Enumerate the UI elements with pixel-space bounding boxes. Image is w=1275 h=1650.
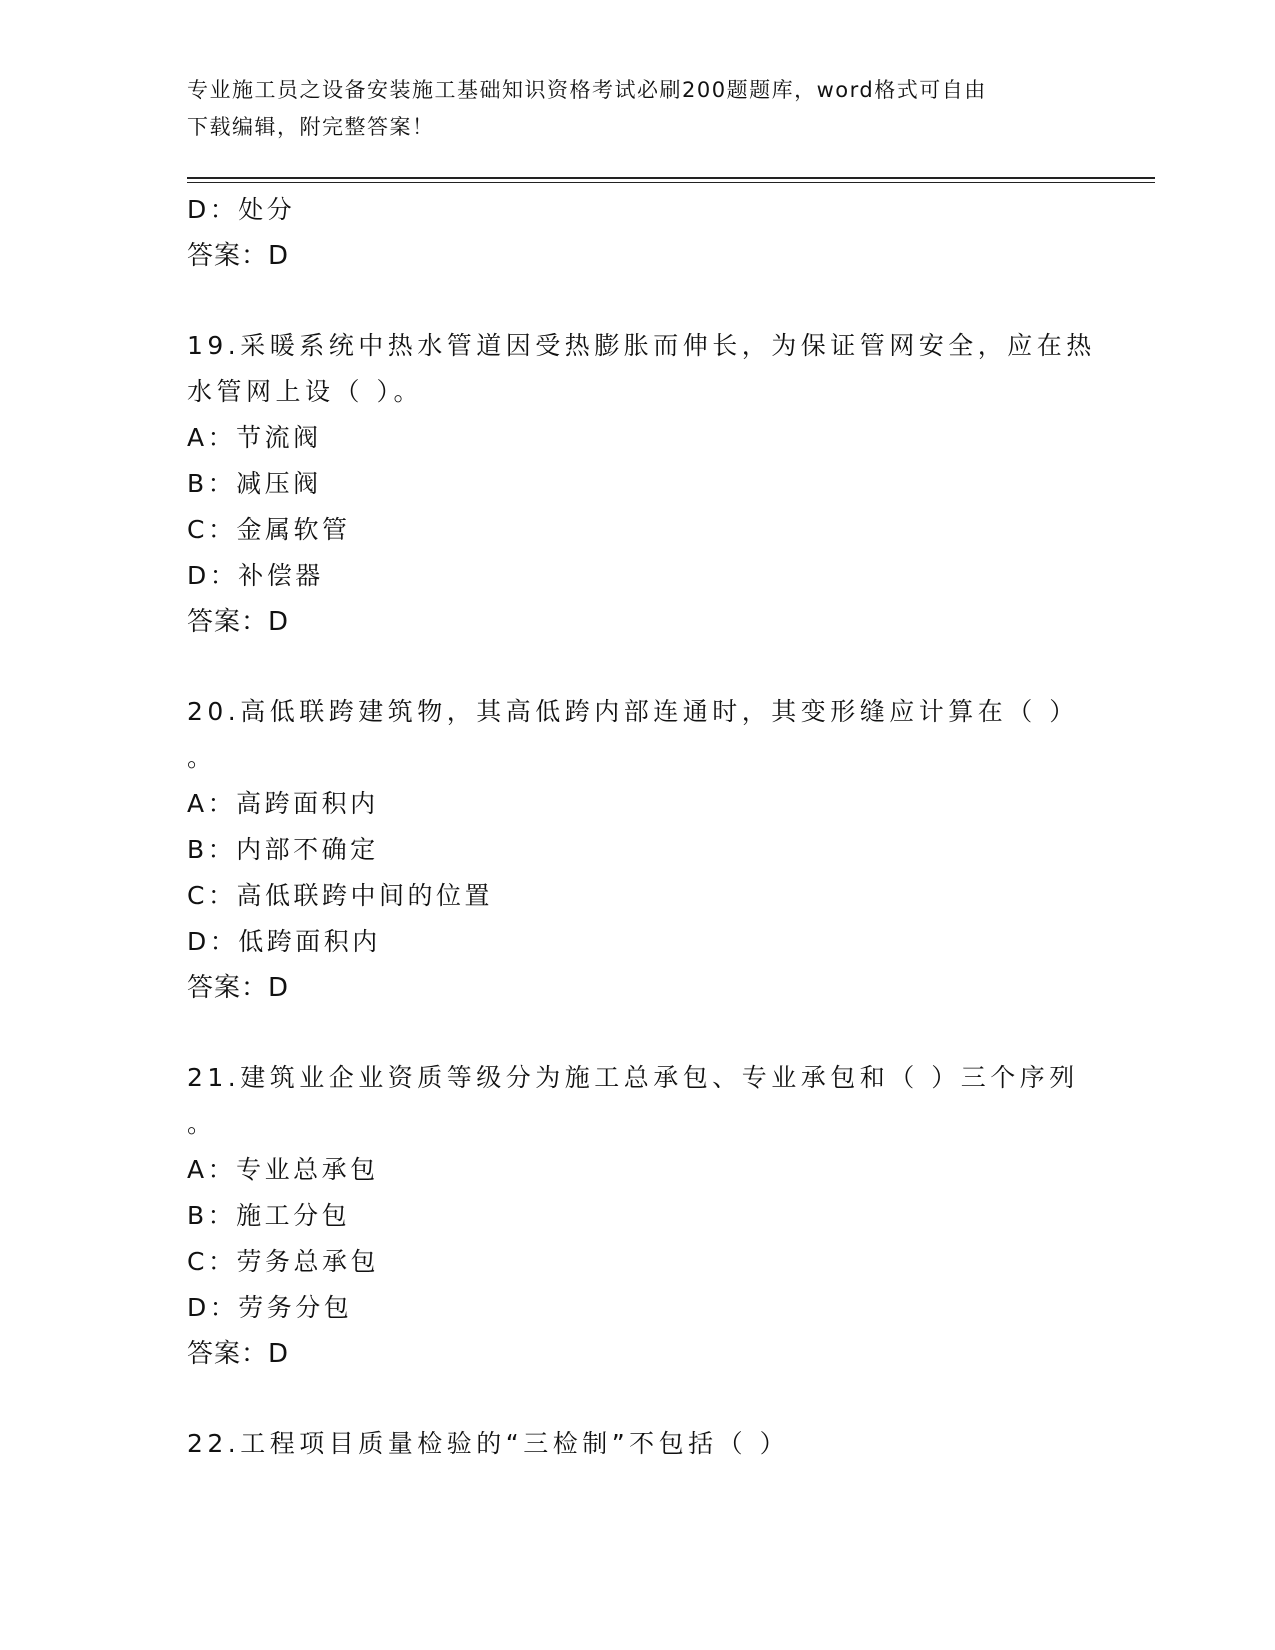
question-text: 21.建筑业企业资质等级分为施工总承包、专业承包和（ ）三个序列 — [187, 1063, 1079, 1092]
option-a: A：节流阀 — [187, 423, 322, 452]
document-body — [187, 187, 1096, 1467]
option-c: C：高低联跨中间的位置 — [187, 881, 493, 910]
question-text: 22.工程项目质量检验的“三检制”不包括（ ） — [187, 1429, 790, 1458]
question-text-cont: 水管网上设（ ）。 — [187, 377, 423, 406]
option-d: D：低跨面积内 — [187, 927, 381, 956]
answer-line: 答案：D — [187, 241, 290, 271]
option-c: C：金属软管 — [187, 515, 351, 544]
question-22 — [187, 1421, 1087, 1467]
header-line-1: 专业施工员之设备安装施工基础知识资格考试必刷200题题库，word格式可自由 — [187, 78, 987, 102]
answer-line: 答案：D — [187, 1339, 290, 1369]
option-d: D：处分 — [187, 195, 296, 224]
option-b: B：减压阀 — [187, 469, 322, 498]
question-text-cont: 。 — [187, 1109, 217, 1138]
option-a: A：高跨面积内 — [187, 789, 379, 818]
spacer — [187, 645, 1087, 689]
spacer — [187, 1377, 1087, 1421]
option-a: A：专业总承包 — [187, 1155, 379, 1184]
option-c: C：劳务总承包 — [187, 1247, 379, 1276]
spacer — [187, 279, 1087, 323]
previous-question-tail — [187, 187, 1087, 279]
option-d: D：补偿器 — [187, 561, 324, 590]
question-20 — [187, 689, 1087, 1011]
header-divider-thin — [187, 182, 1155, 183]
option-b: B：内部不确定 — [187, 835, 379, 864]
question-text: 20.高低联跨建筑物，其高低跨内部连通时，其变形缝应计算在（ ） — [187, 697, 1079, 726]
answer-line: 答案：D — [187, 607, 290, 637]
spacer — [187, 1011, 1087, 1055]
header-divider-thick — [187, 177, 1155, 179]
document-header — [187, 72, 1087, 146]
answer-line: 答案：D — [187, 973, 290, 1003]
question-text: 19.采暖系统中热水管道因受热膨胀而伸长，为保证管网安全，应在热 — [187, 331, 1096, 360]
header-line-2: 下载编辑，附完整答案！ — [187, 115, 435, 139]
question-21 — [187, 1055, 1087, 1377]
option-b: B：施工分包 — [187, 1201, 351, 1230]
question-19 — [187, 323, 1096, 645]
question-text-cont: 。 — [187, 743, 217, 772]
option-d: D：劳务分包 — [187, 1293, 353, 1322]
